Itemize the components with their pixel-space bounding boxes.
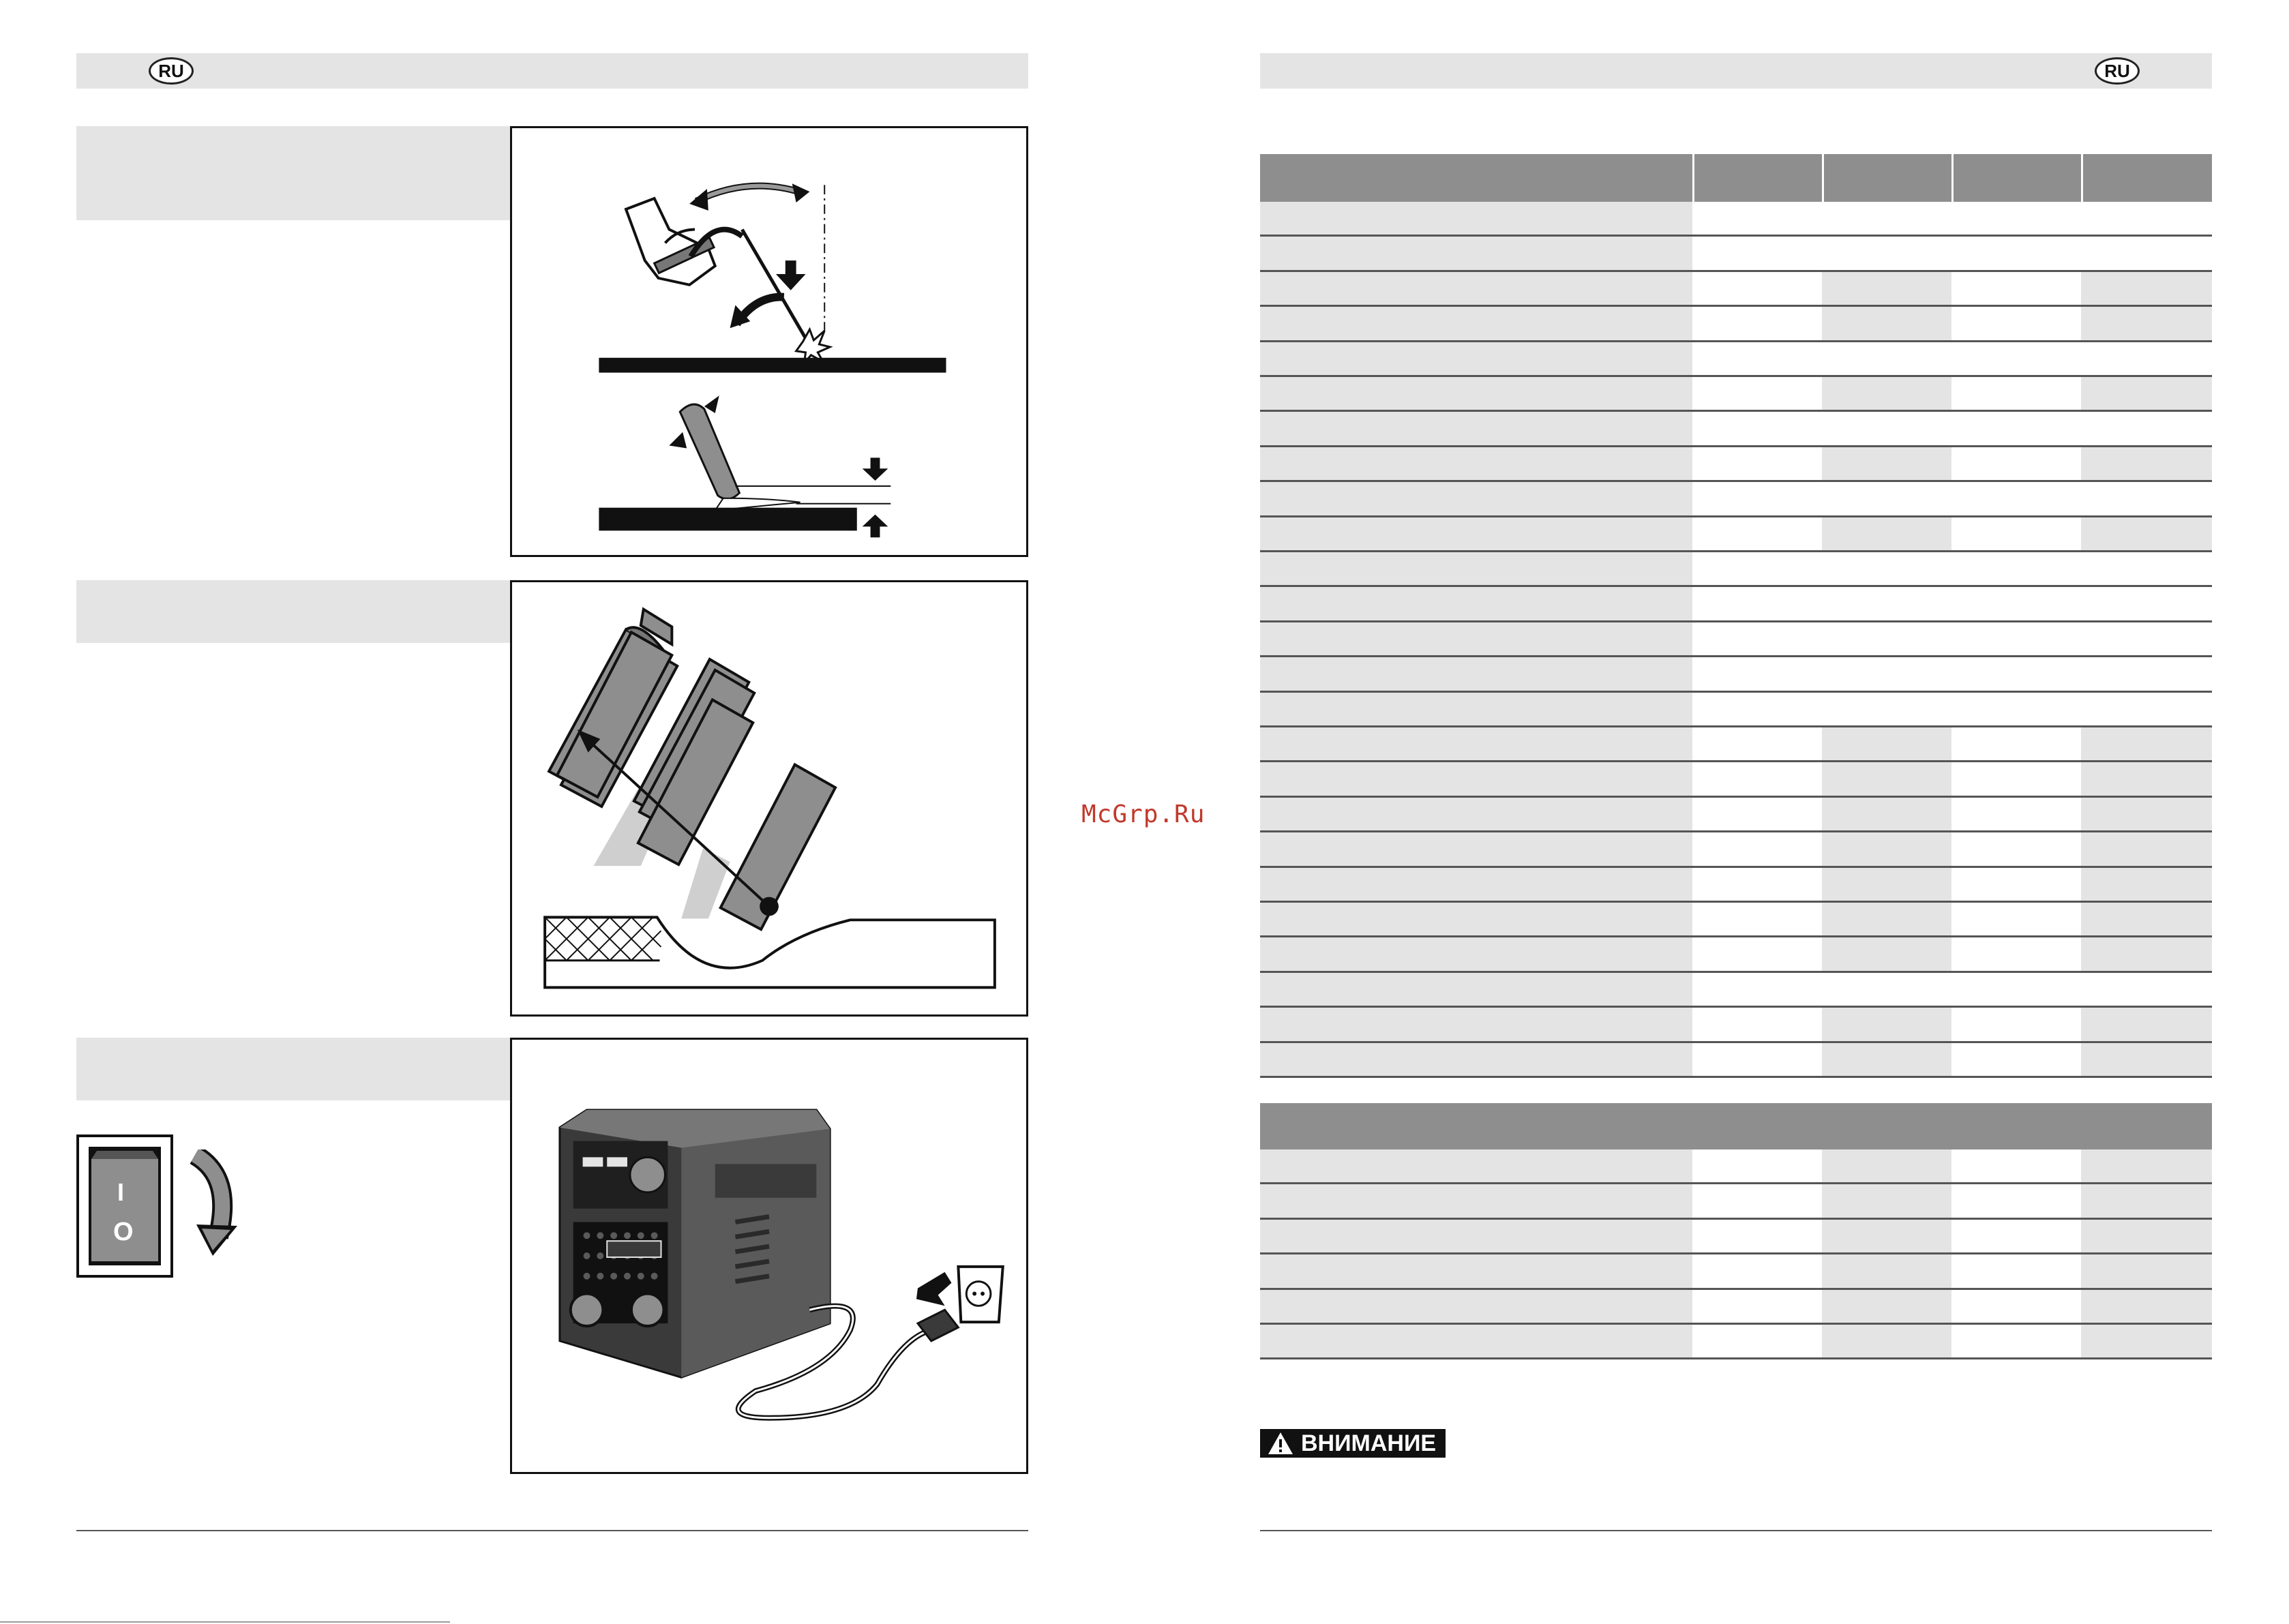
- spec-row-label-cell: [1260, 903, 1692, 935]
- secondary-value-cell: [2081, 1254, 2212, 1287]
- rotate-arrow-icon: [185, 1149, 240, 1259]
- secondary-value-cell: [1822, 1220, 1951, 1252]
- spec-table-row: [1260, 342, 2212, 377]
- spec-value-cell: [1822, 517, 1951, 550]
- spec-row-label-cell: [1260, 798, 1692, 830]
- secondary-row-label-cell: [1260, 1290, 1692, 1323]
- spec-row-label-cell: [1260, 832, 1692, 865]
- secondary-table-row: [1260, 1325, 2212, 1359]
- right-footer-rule: [1260, 1530, 2212, 1531]
- secondary-table-header: [1260, 1103, 2212, 1149]
- left-language-badge: RU: [149, 57, 194, 85]
- spec-value-cell: [2081, 727, 2212, 760]
- spec-row-label-cell: [1260, 552, 1692, 585]
- spec-value-cell: [2081, 517, 2212, 550]
- spec-table-row: [1260, 762, 2212, 797]
- spec-value-cell: [2081, 762, 2212, 795]
- spec-table-row: [1260, 377, 2212, 412]
- secondary-row-label-cell: [1260, 1149, 1692, 1182]
- secondary-table-row: [1260, 1149, 2212, 1184]
- spec-value-cell: [1822, 272, 1951, 305]
- secondary-row-label-cell: [1260, 1254, 1692, 1287]
- spec-row-label-cell: [1260, 237, 1692, 269]
- switch-off-label: O: [113, 1218, 134, 1246]
- spec-row-label-cell: [1260, 622, 1692, 655]
- spec-value-cell: [1822, 937, 1951, 970]
- spec-value-cell: [2081, 1008, 2212, 1040]
- spec-table-row: [1260, 693, 2212, 727]
- warning-label: ВНИМАНИЕ: [1301, 1430, 1437, 1456]
- spec-row-label-cell: [1260, 868, 1692, 901]
- right-language-badge: RU: [2095, 57, 2140, 85]
- spec-value-cell: [1822, 307, 1951, 340]
- spec-value-cell: [2081, 1043, 2212, 1076]
- secondary-row-label-cell: [1260, 1220, 1692, 1252]
- spec-table-row: [1260, 657, 2212, 692]
- spec-table-row: [1260, 517, 2212, 552]
- spec-value-cell: [1822, 1008, 1951, 1040]
- spec-table-row: [1260, 832, 2212, 867]
- left-footer-rule: [76, 1530, 1028, 1531]
- figure-electrode-arc-ignition: [510, 126, 1028, 557]
- spec-row-label-cell: [1260, 693, 1692, 725]
- spec-table-row: [1260, 727, 2212, 762]
- secondary-table-row: [1260, 1220, 2212, 1254]
- spec-row-label-cell: [1260, 517, 1692, 550]
- spec-row-label-cell: [1260, 482, 1692, 515]
- spec-table-row: [1260, 552, 2212, 587]
- spec-value-cell: [1822, 762, 1951, 795]
- spec-value-cell: [2081, 272, 2212, 305]
- spec-row-label-cell: [1260, 937, 1692, 970]
- spec-table-row: [1260, 1008, 2212, 1042]
- spec-table-row: [1260, 1043, 2212, 1078]
- welder-illustration: [512, 1040, 1026, 1472]
- warning-icon: [1267, 1431, 1294, 1456]
- spec-table-row: [1260, 587, 2212, 622]
- spec-table-row: [1260, 307, 2212, 342]
- secondary-table-row: [1260, 1254, 2212, 1289]
- spec-table-row: [1260, 202, 2212, 237]
- spec-row-label-cell: [1260, 587, 1692, 620]
- power-switch-icon: [76, 1134, 173, 1278]
- warning-badge: [1260, 1429, 1446, 1458]
- figure-electrode-angle-motion: [510, 580, 1028, 1017]
- spec-table-row: [1260, 868, 2212, 903]
- section-1-title-block: [76, 126, 510, 220]
- secondary-value-cell: [2081, 1325, 2212, 1357]
- spec-row-label-cell: [1260, 307, 1692, 340]
- section-2-title-block: [76, 580, 510, 643]
- secondary-table-row: [1260, 1184, 2212, 1219]
- spec-table-row: [1260, 622, 2212, 657]
- spec-table-row: [1260, 237, 2212, 271]
- section-3-title-block: [76, 1038, 510, 1100]
- spec-table-row: [1260, 937, 2212, 972]
- spec-table-row: [1260, 272, 2212, 307]
- spec-table-row: [1260, 798, 2212, 832]
- secondary-value-cell: [1822, 1290, 1951, 1323]
- spec-row-label-cell: [1260, 1043, 1692, 1076]
- secondary-row-label-cell: [1260, 1325, 1692, 1357]
- spec-value-cell: [1822, 1043, 1951, 1076]
- spec-value-cell: [2081, 447, 2212, 480]
- spec-row-label-cell: [1260, 342, 1692, 375]
- spec-table-row: [1260, 903, 2212, 937]
- secondary-value-cell: [2081, 1290, 2212, 1323]
- secondary-value-cell: [1822, 1254, 1951, 1287]
- spec-value-cell: [1822, 832, 1951, 865]
- spec-row-label-cell: [1260, 727, 1692, 760]
- spec-row-label-cell: [1260, 412, 1692, 445]
- spec-value-cell: [2081, 307, 2212, 340]
- spec-row-label-cell: [1260, 762, 1692, 795]
- switch-on-label: I: [117, 1178, 125, 1206]
- spec-row-label-cell: [1260, 657, 1692, 690]
- spec-value-cell: [2081, 903, 2212, 935]
- specifications-table: [1260, 154, 2212, 1074]
- secondary-row-label-cell: [1260, 1184, 1692, 1217]
- spec-row-label-cell: [1260, 973, 1692, 1006]
- bottom-edge-rule: [0, 1621, 450, 1623]
- secondary-value-cell: [2081, 1220, 2212, 1252]
- spec-value-cell: [1822, 903, 1951, 935]
- spec-row-label-cell: [1260, 377, 1692, 410]
- spec-table-row: [1260, 482, 2212, 517]
- spec-table-row: [1260, 447, 2212, 482]
- spec-value-cell: [2081, 937, 2212, 970]
- spec-table-row: [1260, 973, 2212, 1008]
- secondary-value-cell: [1822, 1325, 1951, 1357]
- secondary-table: [1260, 1103, 2212, 1362]
- figure-welder-plug-in: [510, 1038, 1028, 1474]
- watermark-text: McGrp.Ru: [1081, 800, 1206, 828]
- spec-table-row: [1260, 412, 2212, 447]
- spec-value-cell: [2081, 377, 2212, 410]
- electrode-angle-illustration: [512, 582, 1026, 1014]
- spec-value-cell: [1822, 377, 1951, 410]
- spec-value-cell: [1822, 798, 1951, 830]
- spec-value-cell: [2081, 868, 2212, 901]
- spec-row-label-cell: [1260, 272, 1692, 305]
- spec-value-cell: [2081, 798, 2212, 830]
- spec-row-label-cell: [1260, 1008, 1692, 1040]
- secondary-value-cell: [2081, 1149, 2212, 1182]
- spec-value-cell: [1822, 447, 1951, 480]
- secondary-value-cell: [1822, 1184, 1951, 1217]
- spec-value-cell: [1822, 727, 1951, 760]
- secondary-value-cell: [2081, 1184, 2212, 1217]
- right-header-bar: [1260, 53, 2212, 89]
- spec-value-cell: [1822, 868, 1951, 901]
- spec-value-cell: [2081, 832, 2212, 865]
- secondary-value-cell: [1822, 1149, 1951, 1182]
- left-header-bar: [76, 53, 1028, 89]
- arc-ignition-illustration: [512, 128, 1026, 555]
- spec-row-label-cell: [1260, 202, 1692, 235]
- secondary-table-row: [1260, 1290, 2212, 1325]
- spec-row-label-cell: [1260, 447, 1692, 480]
- specifications-table-header: [1260, 154, 2212, 202]
